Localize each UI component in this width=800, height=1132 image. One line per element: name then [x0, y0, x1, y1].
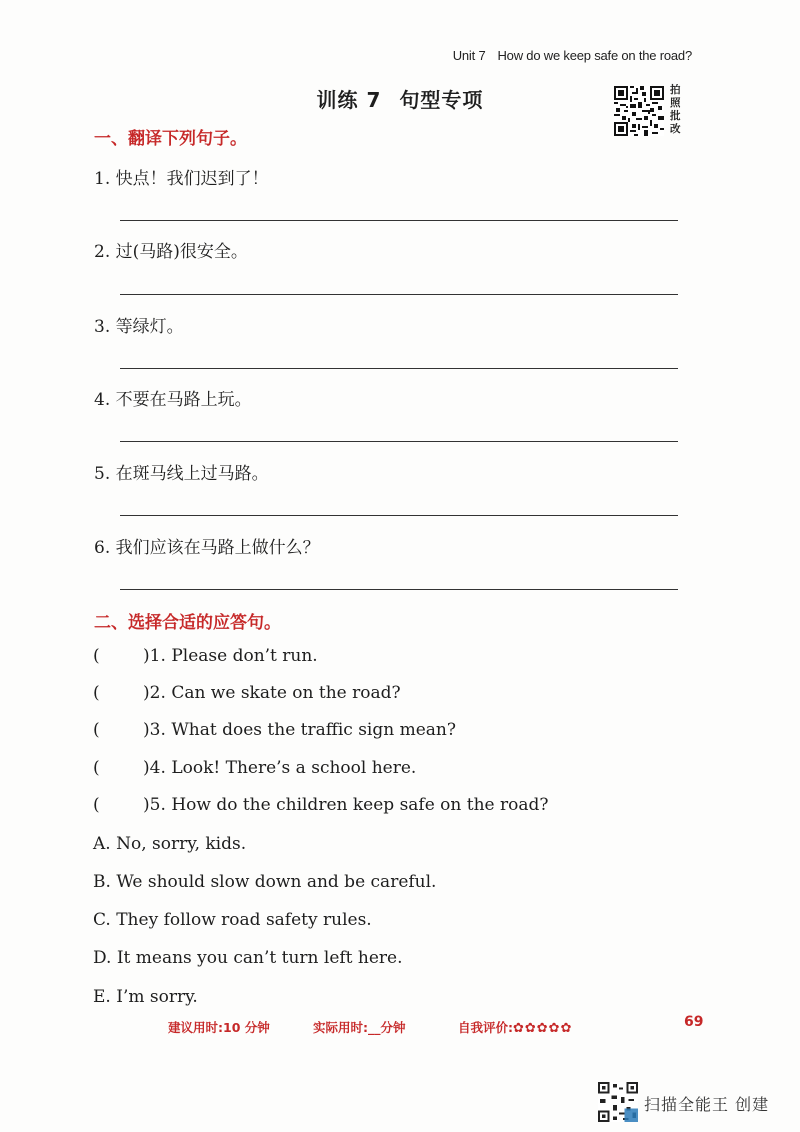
translate-item: 3. 等绿灯。: [94, 317, 184, 337]
choice-question[interactable]: ( )2. Can we skate on the road?: [93, 683, 401, 703]
topic-label: 句型专项: [399, 88, 484, 112]
answer-line-1[interactable]: [120, 220, 678, 221]
choice-question[interactable]: ( )5. How do the children keep safe on the road?: [93, 795, 549, 815]
translate-item: 6. 我们应该在马路上做什么？: [94, 538, 320, 558]
qr-side-label: 拍 照 批 改: [670, 84, 681, 135]
unit-subtitle: How do we keep safe on the road?: [497, 48, 692, 63]
answer-line-6[interactable]: [120, 589, 678, 590]
choice-question[interactable]: ( )3. What does the traffic sign mean?: [93, 720, 456, 740]
translate-item: 2. 过(马路)很安全。: [94, 242, 248, 262]
lesson-label: 训练 7: [316, 88, 382, 112]
scanner-label: 扫描全能王 创建: [644, 1095, 770, 1114]
translate-item: 5. 在斑马线上过马路。: [94, 464, 269, 484]
answer-option: D. It means you can’t turn left here.: [93, 948, 403, 968]
answer-option: B. We should slow down and be careful.: [93, 872, 437, 892]
answer-line-2[interactable]: [120, 294, 678, 295]
choice-question[interactable]: ( )4. Look! There’s a school here.: [93, 758, 417, 778]
self-evaluation: 自我评价:✿✿✿✿✿: [458, 1020, 573, 1036]
answer-option: E. I’m sorry.: [93, 987, 198, 1007]
section2-title: 二、选择合适的应答句。: [94, 613, 281, 633]
answer-option: C. They follow road safety rules.: [93, 910, 372, 930]
qr-code-icon[interactable]: [614, 86, 664, 136]
answer-line-4[interactable]: [120, 441, 678, 442]
page-number: 69: [684, 1014, 704, 1030]
answer-line-5[interactable]: [120, 515, 678, 516]
scanner-qr-icon: [598, 1082, 638, 1122]
answer-line-3[interactable]: [120, 368, 678, 369]
section1-title: 一、翻译下列句子。: [94, 129, 247, 149]
flower-rating-icon[interactable]: ✿✿✿✿✿: [513, 1021, 573, 1036]
translate-item: 1. 快点！我们迟到了！: [94, 169, 269, 189]
suggested-time: 建议用时:10 分钟: [168, 1020, 270, 1035]
unit-label: Unit 7: [452, 48, 486, 63]
choice-question[interactable]: ( )1. Please don’t run.: [93, 646, 318, 666]
actual-time: 实际用时:__分钟: [313, 1020, 406, 1035]
answer-option: A. No, sorry, kids.: [93, 834, 247, 854]
translate-item: 4. 不要在马路上玩。: [94, 390, 252, 410]
unit-header: [453, 48, 692, 63]
